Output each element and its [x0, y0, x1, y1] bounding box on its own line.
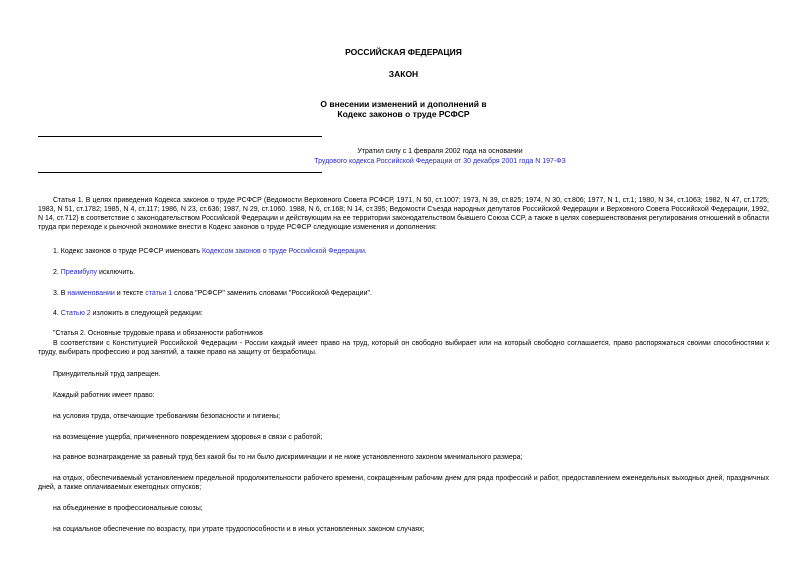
item-3-link-article[interactable]: статьи 1	[145, 290, 173, 297]
status-line: Утратил силу с 1 февраля 2002 года на основании	[357, 148, 523, 155]
item-1-link[interactable]: Кодексом законов о труде Российской Федерации	[201, 248, 365, 255]
title-line-1: О внесении изменений и дополнений в	[320, 99, 487, 109]
country-heading: РОССИЙСКАЯ ФЕДЕРАЦИЯ	[345, 47, 462, 57]
item-3-link-name[interactable]: наименовании	[67, 290, 115, 297]
article-2-title: "Статья 2. Основные трудовые права и обязанности работников	[53, 330, 263, 337]
item-4: 4. Статью 2 изложить в следующей редакции:	[53, 310, 203, 317]
doc-type-heading: ЗАКОН	[388, 69, 419, 79]
divider-bottom	[38, 172, 322, 173]
forced-labor-text: Принудительный труд запрещен.	[53, 371, 161, 378]
right-4: на отдых, обеспечиваемый установлением предельной продолжительности рабочего времени, сокращенным рабочим днем для ряда профессий и работ, предоставлением еженедельных выходных дней, праздничных дней, а также оплачиваемых ежегодных отпусков;	[38, 475, 769, 491]
item-2-link[interactable]: Преамбулу	[60, 269, 98, 276]
right-2: на возмещение ущерба, причиненного повреждением здоровья в связи с работой;	[53, 434, 323, 441]
right-5: на объединение в профессиональные союзы;	[53, 505, 203, 512]
right-1: на условия труда, отвечающие требованиям безопасности и гигиены;	[53, 413, 281, 420]
status-link[interactable]: Трудового кодекса Российской Федерации от 30 декабря 2001 года N 197-ФЗ	[314, 158, 566, 165]
article-1-paragraph: Статья 1. В целях приведения Кодекса законов о труде РСФСР (Ведомости Верховного Совета РСФСР, 1971, N 50, ст.1007; 1973, N 39, ст.825; 1974, N 30, ст.806; 1977, N 1, ст.1; 1980, N 34, ст.1063; 1982, N 47, ст.1725; 1983, N 51, ст.1782; 1985, N 4, ст.117; 1986, N 23, ст.636; 1987, N 29, ст.1060. 1988, N 6, ст.168; N 14, ст.395; Ведомости Съезда народных депутатов Российской Федерации и Верховного Совета Российской Федерации, 1992, N 14, ст.712) в соответствие с законодательством Российской Федерации и действующим на ее территории законодательством бывшего Союза ССР, а также в целях совершенствования регулирования отношений в области труда при переходе к рыночной экономике внести в Кодекс законов о труде РСФСР следующие изменения и дополнения:	[38, 197, 769, 231]
item-1: 1. Кодекс законов о труде РСФСР именовать Кодексом законов о труде Российской Федерации.	[53, 248, 367, 255]
item-2: 2. Преамбулу исключить.	[53, 269, 136, 276]
item-4-link[interactable]: Статью 2	[60, 310, 91, 317]
right-3: на равное вознаграждение за равный труд без какой бы то ни было дискриминации и не ниже установленного законом минимального размера;	[53, 454, 523, 461]
title-line-2: Кодекс законов о труде РСФСР	[337, 109, 470, 119]
item-3: 3. В наименовании и тексте статьи 1 слова "РСФСР" заменить словами "Российской Федерации".	[53, 290, 372, 297]
right-6: на социальное обеспечение по возрасту, при утрате трудоспособности и в иных установленных законом случаях;	[53, 526, 425, 533]
divider-top	[38, 136, 322, 137]
rights-intro: Каждый работник имеет право:	[53, 392, 155, 399]
article-2-paragraph: В соответствии с Конституцией Российской Федерации - России каждый имеет право на труд, который он свободно выбирает или на который свободно соглашается, право распоряжаться своими способностями к труду, выбирать профессию и род занятий, а также право на защиту от безработицы.	[38, 340, 769, 356]
